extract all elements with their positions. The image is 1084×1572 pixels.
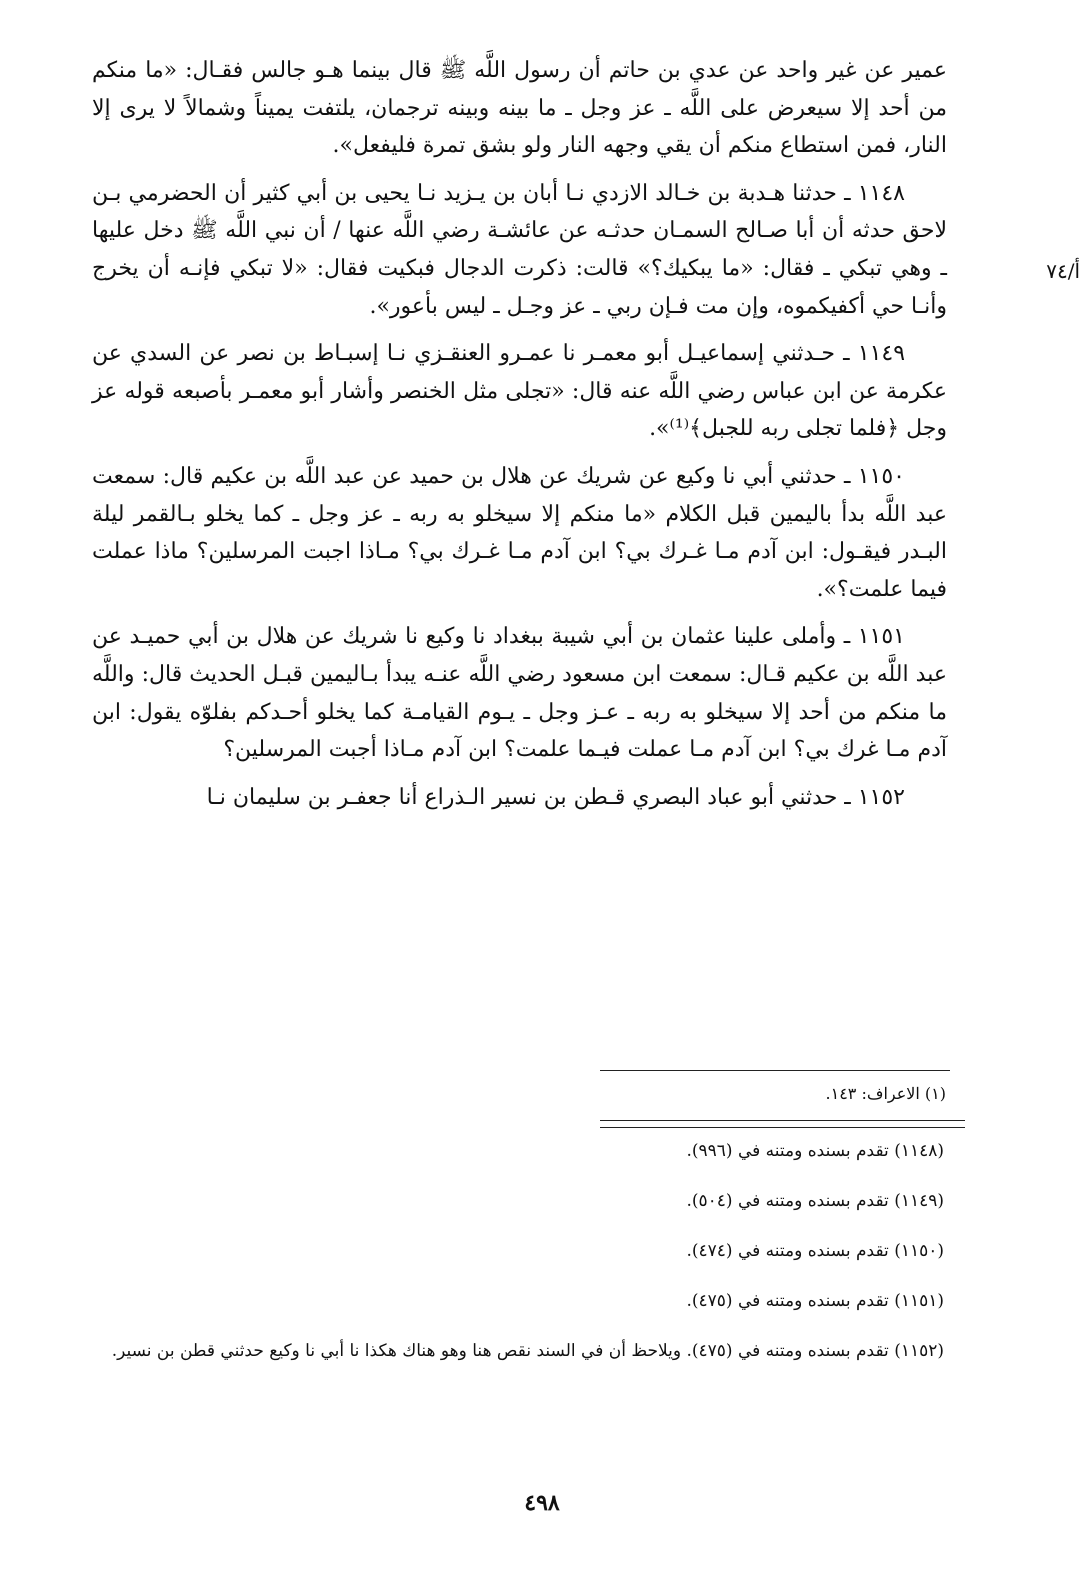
notes-divider-bottom [600, 1127, 965, 1128]
paragraph-continuation: عمير عن غير واحد عن عدي بن حاتم أن رسول اللَّه ﷺ قال بينما هـو جالس فقـال: «ما منكم من أحد إلا سيعرض على اللَّه ـ عز وجل ـ ما بينه وبينه ترجمان، يلتفت يميناً وشمالاً لا يرى إلا النار، فمن استطاع منكم أن يقي وجهه النار ولو بشق تمرة فليفعل». [92, 58, 947, 159]
margin-folio-reference: أ/٧٤ [1046, 259, 1080, 283]
page-number: ٤٩٨ [524, 1490, 560, 1516]
paragraph-1152: ١١٥٢ ـ حدثني أبو عباد البصري قـطن بن نسير الـذراع أنا جعفـر بن سليمان نـا [206, 784, 905, 810]
footnote: (١) الاعراف: ١٤٣. [825, 1084, 946, 1103]
paragraph-1150: ١١٥٠ ـ حدثني أبي نا وكيع عن شريك عن هلال بن حميد عن عبد اللَّه بن عكيم قال: سمعت عبد اللَّه بدأ باليمين قبل الكلام «ما منكم إلا سيخلو به ربه ـ عز وجل ـ كما يخلو بـالقمر ليلة البـدر فيقـول: ابن آدم مـا غـرك بي؟ ابن آدم مـا غـرك بي؟ مـاذا اجبت المرسلين؟ ماذا عملت فيما علمت؟». [92, 463, 947, 602]
note-1149: (١١٤٩) تقدم بسنده ومتنه في (٥٠٤). [686, 1191, 944, 1211]
note-1151: (١١٥١) تقدم بسنده ومتنه في (٤٧٥). [686, 1291, 944, 1311]
paragraph-1149: ١١٤٩ ـ حـدثني إسماعيـل أبو معمـر نا عمـرو العنقـزي نـا إسبـاط بن نصر عن السدي عن عكرمة عن ابن عباس رضي اللَّه عنه قال: «تجلى مثل الخنصر وأشار أبو معمـر بأصبعه قوله عز وجل ﴿فلما تجلى ربه للجبل﴾⁽¹⁾». [92, 341, 947, 442]
note-1152: (١١٥٢) تقدم بسنده ومتنه في (٤٧٥). ويلاحظ أن في السند نقص هنا وهو هناك هكذا نا أبي نا وكيع حدثني قطن بن نسير. [111, 1341, 944, 1361]
note-1148: (١١٤٨) تقدم بسنده ومتنه في (٩٩٦). [686, 1141, 944, 1161]
paragraph-1148: ١١٤٨ ـ حدثنا هـدبة بن خـالد الازدي نـا أبان بن يـزيد نـا يحيى بن أبي كثير أن الحضرمي بـن لاحق حدثه أن أبا صـالح السمـان حدثـه عن عائشـة رضي اللَّه عنها / أن نبي اللَّه ﷺ دخل عليها ـ وهي تبكي ـ فقال: «ما يبكيك؟» قالت: ذكرت الدجال فبكيت فقال: «لا تبكي فإنـه أن يخرج وأنـا حي أكفيكموه، وإن مت فـإن ربي ـ عز وجـل ـ ليس بأعور». [92, 180, 947, 319]
main-text-body [92, 52, 947, 826]
notes-divider-top [600, 1120, 965, 1121]
editor-notes [98, 1138, 944, 1388]
paragraph-1151: ١١٥١ ـ وأملى علينا عثمان بن أبي شيبة ببغداد نا وكيع نا شريك عن هلال بن أبي حميـد عن عبد اللَّه بن عكيم قـال: سمعت ابن مسعود رضي اللَّه عنـه يبدأ بـاليمين قبـل الحديث قال: واللَّه ما منكم من أحد إلا سيخلو به ربه ـ عـز وجل ـ يـوم القيامـة كما يخلو أحـدكم بفلوّه يقول: ابن آدم مـا غرك بي؟ ابن آدم مـا عملت فيـما علمت؟ ابن آدم مـاذا أجبت المرسلين؟ [92, 624, 947, 763]
footnote-divider [600, 1070, 950, 1071]
note-1150: (١١٥٠) تقدم بسنده ومتنه في (٤٧٤). [686, 1241, 944, 1261]
